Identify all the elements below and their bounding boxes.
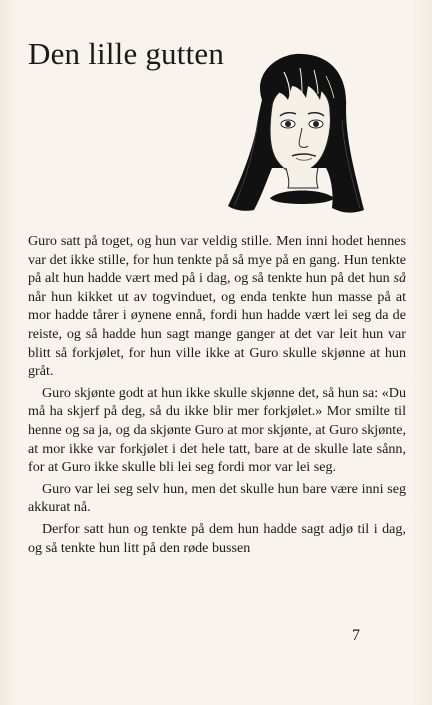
- page-number: 7: [352, 627, 360, 644]
- emphasis-word: så: [393, 270, 406, 287]
- paragraph-2: Guro skjønte godt at hun ikke skulle skjønne det, så hun sa: «Du må ha skjerf på deg, så du ikke blir mer forkjølet.» Mor smilte til henne og sa ja, og da skjønte Guro at mor skjønte, at Guro skjønte, at mor ikke var forkjølet i det hele tatt, bare at de skulle late sånn, for at Guro ikke skulle bli lei seg fordi mor var lei seg.: [28, 384, 406, 476]
- paragraph-1-part-2: når hun kikket ut av togvinduet, og enda tenkte hun masse på at mor hadde tårer i øynene ennå, fordi hun hadde vært lei seg da de reiste, og så hadde hun sagt mange ganger at det var leit hun var blitt så forkjølet, for hun ville ikke at Guro skulle skjønne at hun gråt.: [28, 288, 406, 380]
- paragraph-1-part-1: Guro satt på toget, og hun var veldig stille. Men inni hodet hennes var det ikke stille, for hun tenkte på så mye på en gang. Hun tenkte på alt hun hadde vært med på i dag, og så tenkte hun på det hun: [28, 233, 406, 287]
- girl-portrait-illustration: [222, 50, 372, 220]
- chapter-title: Den lille gutten: [28, 36, 225, 71]
- paragraph-1: [28, 232, 406, 381]
- chapter-body: [28, 232, 406, 557]
- paragraph-4: Derfor satt hun og tenkte på dem hun hadde sagt adjø til i dag, og så tenkte hun litt på den røde bussen: [28, 520, 406, 556]
- paragraph-3: Guro var lei seg selv hun, men det skulle hun bare være inni seg akkurat nå.: [28, 480, 406, 516]
